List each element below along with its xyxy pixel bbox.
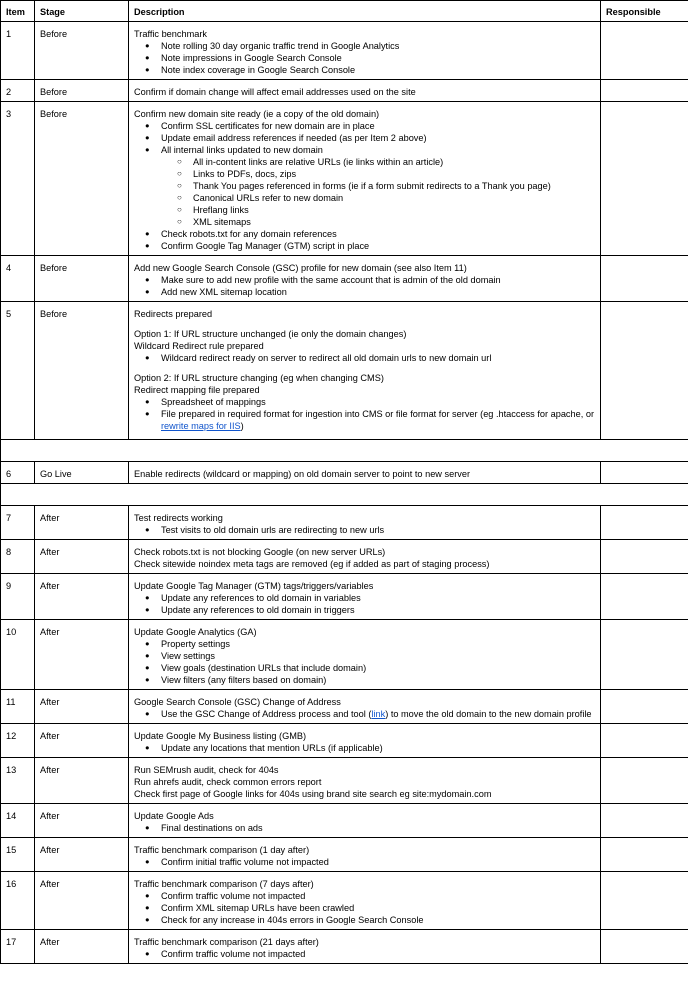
list-item: ● Note rolling 30 day organic traffic trend in Google Analytics [161,40,595,52]
description-title: Confirm if domain change will affect email addresses used on the site [134,87,416,97]
responsible-cell [601,804,688,838]
table-row [1,724,688,758]
list-item: ● Confirm traffic volume not impacted [161,948,595,960]
bullet-list [134,822,595,834]
stage-cell: After [35,758,129,804]
description-cell [129,838,601,872]
item-cell: 5 [1,302,35,440]
list-item-text: All internal links updated to new domain [161,145,323,155]
description-cell [129,872,601,930]
responsible-cell [601,838,688,872]
list-item: ● Wildcard redirect ready on server to redirect all old domain urls to new domain url [161,352,595,364]
list-item: ● Update any references to old domain in variables [161,592,595,604]
option-1-subheading: Wildcard Redirect rule prepared [134,341,264,351]
spacer-cell [1,440,688,462]
description-cell [129,620,601,690]
list-item: ● Confirm initial traffic volume not impacted [161,856,595,868]
list-item: ● Make sure to add new profile with the same account that is admin of the old domain [161,274,595,286]
responsible-cell [601,872,688,930]
responsible-cell [601,930,688,964]
description-title: Redirects prepared [134,309,213,319]
table-row [1,690,688,724]
bullet-list [134,948,595,960]
table-row [1,804,688,838]
list-item-text: File prepared in required format for ingestion into CMS or file format for server (eg .htaccess for apache, or [161,409,595,419]
description-line: Check robots.txt is not blocking Google (on new server URLs) [134,547,386,557]
list-item: ● View goals (destination URLs that include domain) [161,662,595,674]
table-row [1,930,688,964]
responsible-cell [601,620,688,690]
list-item: ● Note impressions in Google Search Console [161,52,595,64]
description-cell [129,102,601,256]
stage-cell: After [35,506,129,540]
table-row [1,540,688,574]
sub-list-item: ○ Links to PDFs, docs, zips [193,168,595,180]
bullet-list [134,274,595,298]
list-item: ● Spreadsheet of mappings [161,396,595,408]
list-item: ● Update any references to old domain in triggers [161,604,595,616]
description-cell [129,574,601,620]
list-item [161,708,595,720]
stage-cell: After [35,804,129,838]
list-item: ● Note index coverage in Google Search Console [161,64,595,76]
list-item-text-end: ) [240,421,244,431]
sub-list-item: ○ Thank You pages referenced in forms (ie if a form submit redirects to a Thank you page) [193,180,595,192]
list-item: ● Confirm XML sitemap URLs have been crawled [161,902,595,914]
stage-cell: After [35,872,129,930]
description-header: Description [129,1,601,22]
description-cell [129,506,601,540]
table-row [1,620,688,690]
bullet-list [134,592,595,616]
stage-cell: After [35,620,129,690]
description-title: Test redirects working [134,513,223,523]
description-cell [129,804,601,838]
bullet-list [134,120,595,252]
stage-cell: Go Live [35,462,129,484]
description-title: Traffic benchmark comparison (21 days after) [134,937,319,947]
list-item: ● View settings [161,650,595,662]
list-item: ● Check robots.txt for any domain references [161,228,595,240]
description-cell [129,22,601,80]
list-item: ● Update email address references if needed (as per Item 2 above) [161,132,595,144]
stage-cell: After [35,838,129,872]
list-item [161,408,595,432]
stage-cell: After [35,690,129,724]
list-item: ● Confirm traffic volume not impacted [161,890,595,902]
description-title: Add new Google Search Console (GSC) profile for new domain (see also Item 11) [134,263,467,273]
stage-cell: Before [35,80,129,102]
responsible-cell [601,22,688,80]
responsible-cell [601,80,688,102]
gsc-change-of-address-link[interactable]: link [371,709,386,719]
bullet-list [134,742,595,754]
item-cell: 17 [1,930,35,964]
description-title: Traffic benchmark comparison (1 day after) [134,845,310,855]
item-cell: 6 [1,462,35,484]
list-item: ● Test visits to old domain urls are redirecting to new urls [161,524,595,536]
table-row [1,22,688,80]
table-row [1,872,688,930]
stage-cell: After [35,574,129,620]
table-row [1,574,688,620]
item-cell: 14 [1,804,35,838]
list-item: ● Add new XML sitemap location [161,286,595,298]
description-cell [129,302,601,440]
item-cell: 1 [1,22,35,80]
table-row [1,302,688,440]
table-row [1,102,688,256]
responsible-cell [601,574,688,620]
item-cell: 2 [1,80,35,102]
description-line: Check sitewide noindex meta tags are removed (eg if added as part of staging process) [134,559,490,569]
responsible-cell [601,256,688,302]
stage-cell: Before [35,22,129,80]
item-cell: 8 [1,540,35,574]
list-item: ● Confirm Google Tag Manager (GTM) script in place [161,240,595,252]
responsible-cell [601,506,688,540]
responsible-cell [601,462,688,484]
item-header: Item [1,1,35,22]
list-item-text: Use the GSC Change of Address process and tool ( [161,709,372,719]
stage-cell: Before [35,302,129,440]
responsible-cell [601,102,688,256]
header-row [1,1,688,22]
stage-cell: After [35,930,129,964]
description-line: Run SEMrush audit, check for 404s [134,765,279,775]
bullet-list [134,856,595,868]
item-cell: 13 [1,758,35,804]
description-title: Update Google My Business listing (GMB) [134,731,307,741]
sub-list-item: ○ Hreflang links [193,204,595,216]
option-1-heading: Option 1: If URL structure unchanged (ie only the domain changes) [134,329,407,339]
list-item: ● Check for any increase in 404s errors in Google Search Console [161,914,595,926]
stage-header: Stage [35,1,129,22]
bullet-list [134,352,595,364]
description-cell [129,690,601,724]
sub-list-item: ○ XML sitemaps [193,216,595,228]
spacer-row [1,484,688,506]
description-cell [129,758,601,804]
table-row [1,506,688,540]
description-cell [129,930,601,964]
description-title: Traffic benchmark comparison (7 days after) [134,879,314,889]
description-title: Update Google Analytics (GA) [134,627,257,637]
item-cell: 12 [1,724,35,758]
item-cell: 9 [1,574,35,620]
bullet-list [134,524,595,536]
sub-bullet-list [161,156,595,228]
spacer-row [1,440,688,462]
table-row [1,758,688,804]
bullet-list [134,396,595,432]
description-title: Google Search Console (GSC) Change of Address [134,697,341,707]
stage-cell: After [35,540,129,574]
item-cell: 3 [1,102,35,256]
bullet-list [134,708,595,720]
list-item: ● Confirm SSL certificates for new domain are in place [161,120,595,132]
table-row [1,838,688,872]
option-2-heading: Option 2: If URL structure changing (eg when changing CMS) [134,373,384,383]
spacer-cell [1,484,688,506]
bullet-list [134,40,595,76]
list-item: ● View filters (any filters based on domain) [161,674,595,686]
responsible-cell [601,302,688,440]
description-cell [129,540,601,574]
item-cell: 4 [1,256,35,302]
stage-cell: Before [35,102,129,256]
description-cell [129,462,601,484]
item-cell: 16 [1,872,35,930]
list-item: ● Property settings [161,638,595,650]
description-cell [129,724,601,758]
rewrite-maps-link[interactable]: rewrite maps for IIS [161,421,241,431]
responsible-header: Responsible [601,1,688,22]
item-cell: 15 [1,838,35,872]
description-title: Update Google Tag Manager (GTM) tags/triggers/variables [134,581,374,591]
sub-list-item: ○ Canonical URLs refer to new domain [193,192,595,204]
description-cell [129,256,601,302]
bullet-list [134,638,595,686]
list-item: ● Update any locations that mention URLs (if applicable) [161,742,595,754]
table-row [1,462,688,484]
item-cell: 7 [1,506,35,540]
stage-cell: After [35,724,129,758]
description-title: Enable redirects (wildcard or mapping) on old domain server to point to new server [134,469,471,479]
description-title: Update Google Ads [134,811,214,821]
description-cell [129,80,601,102]
responsible-cell [601,540,688,574]
table-row [1,80,688,102]
list-item: ● Final destinations on ads [161,822,595,834]
description-title: Confirm new domain site ready (ie a copy of the old domain) [134,109,380,119]
responsible-cell [601,690,688,724]
responsible-cell [601,758,688,804]
list-item [161,144,595,228]
item-cell: 11 [1,690,35,724]
responsible-cell [601,724,688,758]
list-item-text-end: ) to move the old domain to the new domain profile [385,709,592,719]
description-title: Traffic benchmark [134,29,208,39]
sub-list-item: ○ All in-content links are relative URLs (ie links within an article) [193,156,595,168]
description-line: Check first page of Google links for 404s using brand site search eg site:mydomain.com [134,789,492,799]
description-line: Run ahrefs audit, check common errors report [134,777,322,787]
item-cell: 10 [1,620,35,690]
table-row [1,256,688,302]
option-2-subheading: Redirect mapping file prepared [134,385,260,395]
stage-cell: Before [35,256,129,302]
bullet-list [134,890,595,926]
